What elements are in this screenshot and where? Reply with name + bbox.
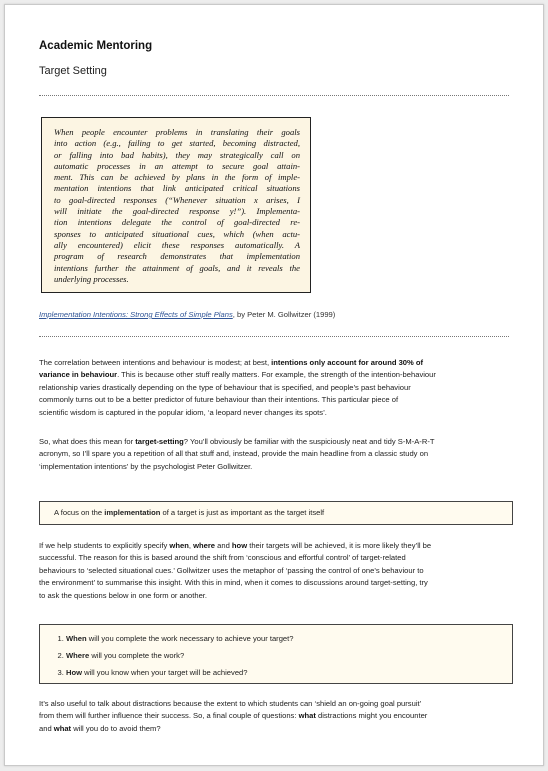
document-subtitle: Target Setting — [39, 65, 107, 77]
text-line: successful. The reason for this is based around the shift from ‘conscious and effortful control’ of target-related — [39, 553, 406, 563]
text-run: The correlation between intentions and behaviour is modest; at best, — [39, 358, 272, 367]
text-run: will you complete the work necessary to achieve your target? — [86, 634, 294, 643]
paragraph-target-setting — [39, 436, 513, 473]
bold-text: target-setting — [135, 437, 184, 446]
bold-text: what — [298, 711, 316, 721]
bold-text: Where — [66, 651, 90, 660]
paragraph-intentions — [39, 357, 513, 419]
text-line: scientific wisdom is captured in the popular idiom, ‘a leopard never changes its spots’. — [39, 407, 327, 417]
paragraph-distractions — [39, 698, 513, 735]
callout-box — [39, 501, 513, 525]
citation — [39, 310, 335, 319]
quote-line: When people encounter problems in translating their goals — [54, 127, 300, 137]
bold-text: when — [169, 541, 189, 550]
text-run: will you do to avoid them? — [71, 723, 161, 733]
list-item — [66, 647, 512, 664]
quote-line: to goal-directed responses (“Whenever situation x arises, I — [54, 194, 300, 205]
quote-line: into action (e.g., failing to get started, becoming distracted, — [54, 138, 300, 149]
bold-text: How — [66, 668, 83, 677]
text-run: of a target is just as important as the target itself — [160, 508, 325, 517]
quote-line: automatic processes in an attempt to secure goal attain- — [54, 160, 300, 171]
text-run: If we help students to explicitly specify — [39, 541, 170, 550]
text-line: relationship varies drastically depending on the type of behaviour that is specified, and people’s past behaviour — [39, 382, 411, 392]
bold-text: When — [66, 634, 87, 643]
quote-line: tion intentions delegate the control of goal-directed re- — [54, 217, 300, 228]
quote-line: mentation intentions that link anticipated critical situations — [54, 183, 300, 194]
text-line: behaviours to ‘selected situational cues.’ Gollwitzer uses the metaphor of ‘passing the control of one’s behaviour to — [39, 565, 424, 575]
text-run: and — [39, 723, 54, 733]
text-run: So, what does this mean for — [39, 437, 136, 446]
text-run: will you complete the work? — [89, 651, 185, 660]
bold-text: where — [193, 541, 216, 550]
quote-line: sponses to anticipated situational cues, which (when actu- — [54, 228, 300, 239]
text-run: , — [188, 541, 194, 550]
text-line: commonly turns out to be a better predictor of future behaviour than their intentions. This particular piece of — [39, 395, 399, 405]
list-item — [66, 630, 512, 647]
bold-text: variance in behaviour — [39, 370, 118, 380]
document-title: Academic Mentoring — [39, 40, 153, 52]
bold-text: intentions only account for around 30% of — [271, 358, 424, 367]
bold-text: implementation — [104, 508, 161, 517]
text-line: acronym, so I’ll spare you a repetition of all that stuff and, instead, provide the main headline from a classic study on — [39, 449, 429, 459]
text-run: from them will further influence their success. So, a final couple of questions: — [39, 711, 299, 721]
text-run: and — [215, 541, 232, 550]
quote-box — [41, 117, 311, 293]
text-run: distractions might you encounter — [315, 711, 428, 721]
text-run: A focus on the — [54, 508, 105, 517]
text-run: ? You’ll obviously be familiar with the suspiciously neat and tidy S-M-A-R-T — [183, 437, 435, 446]
dotted-divider — [39, 95, 509, 96]
quote-line: ally encountered) elicit these responses automatically. A — [54, 239, 300, 250]
citation-author: , by Peter M. Gollwitzer (1999) — [232, 310, 336, 319]
quote-line: underlying processes. — [54, 273, 129, 284]
text-run: . This is because other stuff really matters. For example, the strength of the intention-behaviour — [117, 370, 436, 380]
list-item — [66, 664, 512, 681]
quote-line: or falling into bad habits), they may strategically call on — [54, 149, 300, 160]
quote-line: ment. This can be achieved by plans in the form of imple- — [54, 172, 300, 183]
paragraph-implementation — [39, 540, 513, 602]
questions-list — [56, 630, 512, 681]
bold-text: how — [231, 541, 248, 550]
text-line: It’s also useful to talk about distractions because the extent to which students can ‘shield an on-going goal pursuit’ — [39, 699, 422, 708]
quote-line: will initiate the goal-directed response y!”). Implementa- — [54, 206, 300, 217]
bold-text: what — [53, 723, 72, 733]
text-line: ‘implementation intentions’ by the psychologist Peter Gollwitzer. — [39, 461, 253, 471]
quote-line: program of research demonstrates that implementation — [54, 251, 300, 262]
dotted-divider — [39, 336, 509, 337]
document-page — [4, 4, 544, 766]
text-line: to ask the questions below in one form or another. — [39, 590, 208, 600]
citation-link[interactable]: Implementation Intentions: Strong Effects of Simple Plans — [39, 310, 233, 319]
text-run: will you know when your target will be achieved? — [82, 668, 248, 677]
questions-box — [39, 624, 513, 684]
text-line: the environment’ to summarise this insight. With this in mind, when it comes to discussions around target-setting, try — [39, 578, 428, 588]
quote-line: intentions further the attainment of goals, and it reveals the — [54, 262, 300, 273]
text-run: their targets will be achieved, it is more likely they’ll be — [247, 541, 432, 550]
